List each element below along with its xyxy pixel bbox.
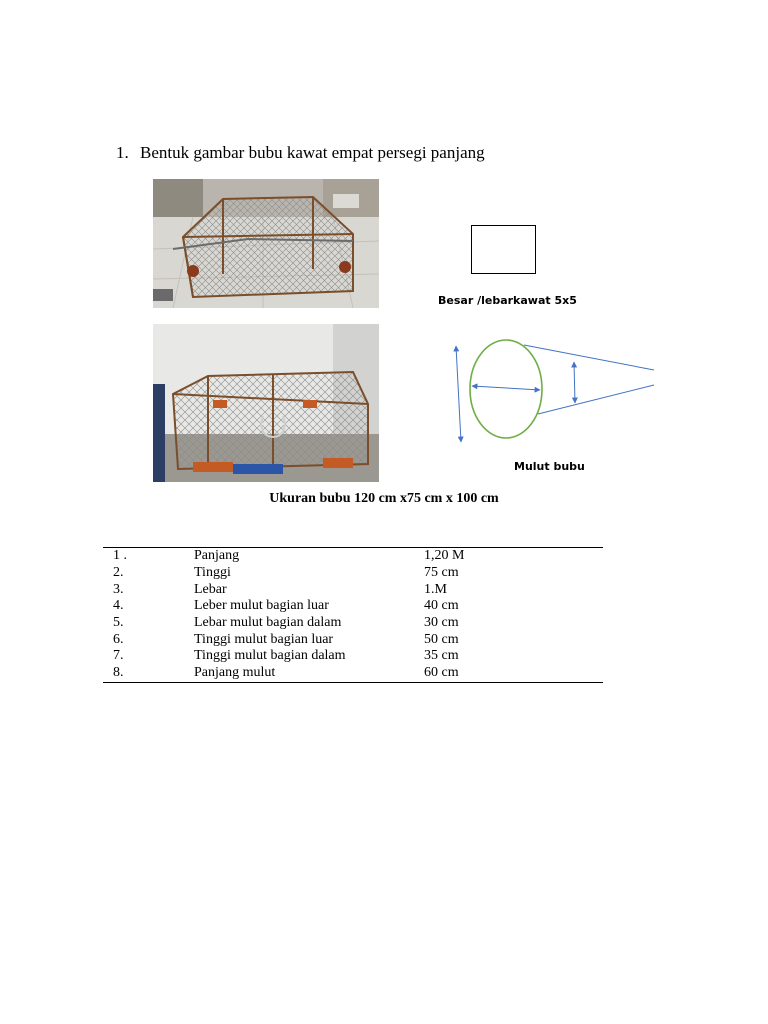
inner-height-arrow [574,362,575,403]
mesh-size-label: Besar /lebarkawat 5x5 [438,294,577,307]
dimension-value: 50 cm [424,631,459,647]
dimension-name: Leber mulut bagian luar [194,598,329,614]
table-row [103,648,603,665]
funnel-top-line [524,345,654,370]
size-caption: Ukuran bubu 120 cm x75 cm x 100 cm [269,491,499,506]
dimension-name: Lebar [194,581,227,597]
mouth-width-arrow [472,386,540,390]
mesh-size-square [471,225,536,274]
dimension-value: 60 cm [424,665,459,681]
row-number: 6. [113,631,124,647]
dimension-name: Tinggi mulut bagian luar [194,631,334,647]
row-number: 7. [113,648,124,664]
table-row [103,631,603,648]
row-number: 1 . [113,548,127,564]
mouth-label: Mulut bubu [514,460,585,473]
dimension-value: 40 cm [424,598,459,614]
trap-photo-bottom [153,324,379,482]
row-number: 5. [113,615,124,631]
heading-text: Bentuk gambar bubu kawat empat persegi panjang [140,143,485,162]
heading-number: 1. [116,143,129,162]
wire-trap-photo-icon [153,179,379,308]
outer-height-arrow [456,346,461,442]
row-number: 2. [113,565,124,581]
dimension-value: 35 cm [424,648,459,664]
table-row [103,665,603,682]
dimension-name: Panjang mulut [194,665,276,681]
dimension-value: 30 cm [424,615,459,631]
dimension-value: 1,20 M [424,548,465,564]
table-row [103,615,603,632]
dimension-value: 75 cm [424,565,459,581]
dimension-name: Tinggi mulut bagian dalam [194,648,346,664]
dimensions-table [103,547,603,683]
table-row [103,548,603,565]
dimension-name: Lebar mulut bagian dalam [194,615,342,631]
dimension-value: 1.M [424,581,447,597]
table-row [103,598,603,615]
dimension-name: Panjang [194,548,240,564]
row-number: 4. [113,598,124,614]
dimension-name: Tinggi [194,565,231,581]
table-row [103,565,603,582]
table-row [103,581,603,598]
section-heading [116,143,485,163]
trap-photo-top [153,179,379,308]
row-number: 3. [113,581,124,597]
trap-mouth-diagram [440,332,660,448]
funnel-bottom-line [538,385,654,414]
wire-trap-photo-icon [153,324,379,482]
row-number: 8. [113,665,124,681]
